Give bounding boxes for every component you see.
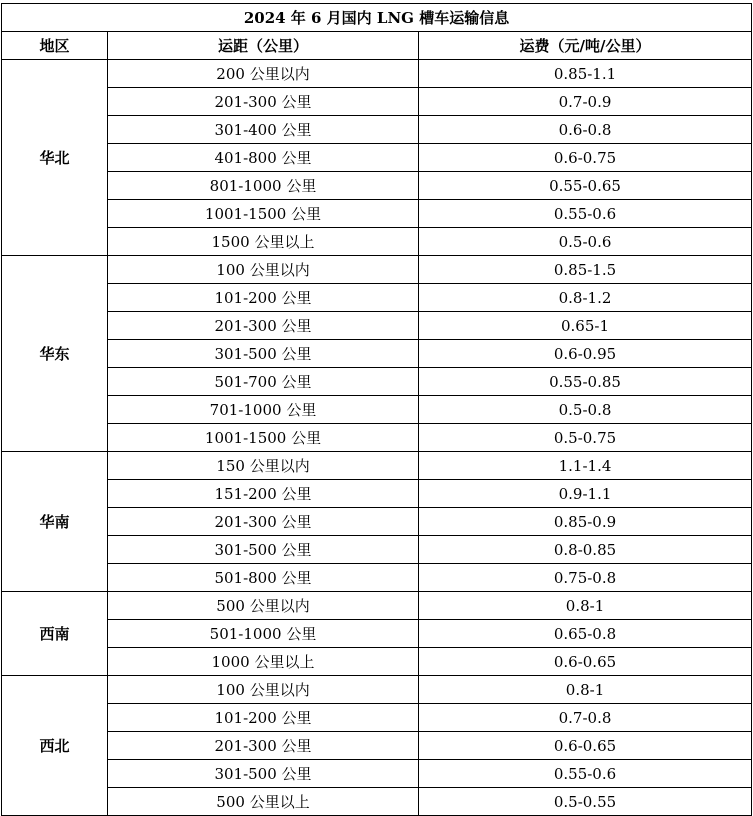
table-row — [2, 536, 752, 564]
fee-cell: 0.85-0.9 — [419, 508, 752, 536]
table-row — [2, 620, 752, 648]
fee-cell: 0.8-1 — [419, 592, 752, 620]
region-cell: 西北 — [2, 676, 108, 816]
fee-cell: 0.55-0.65 — [419, 172, 752, 200]
distance-cell: 1001-1500 公里 — [108, 424, 419, 452]
fee-cell: 0.8-1.2 — [419, 284, 752, 312]
table-row — [2, 340, 752, 368]
header-region: 地区 — [2, 32, 108, 60]
fee-cell: 0.75-0.8 — [419, 564, 752, 592]
distance-cell: 201-300 公里 — [108, 732, 419, 760]
distance-cell: 1001-1500 公里 — [108, 200, 419, 228]
fee-cell: 0.7-0.9 — [419, 88, 752, 116]
fee-cell: 0.85-1.5 — [419, 256, 752, 284]
fee-cell: 0.9-1.1 — [419, 480, 752, 508]
distance-cell: 501-1000 公里 — [108, 620, 419, 648]
distance-cell: 401-800 公里 — [108, 144, 419, 172]
table-row — [2, 452, 752, 480]
fee-cell: 0.5-0.55 — [419, 788, 752, 816]
table-row — [2, 88, 752, 116]
distance-cell: 201-300 公里 — [108, 88, 419, 116]
distance-cell: 1000 公里以上 — [108, 648, 419, 676]
table-row — [2, 592, 752, 620]
distance-cell: 301-500 公里 — [108, 340, 419, 368]
table-row — [2, 368, 752, 396]
table-row — [2, 284, 752, 312]
distance-cell: 100 公里以内 — [108, 676, 419, 704]
fee-cell: 0.55-0.85 — [419, 368, 752, 396]
fee-cell: 0.65-1 — [419, 312, 752, 340]
fee-cell: 0.65-0.8 — [419, 620, 752, 648]
table-row — [2, 508, 752, 536]
fee-cell: 0.6-0.8 — [419, 116, 752, 144]
header-row — [2, 32, 752, 60]
region-cell: 华北 — [2, 60, 108, 256]
table-row — [2, 60, 752, 88]
fee-cell: 0.85-1.1 — [419, 60, 752, 88]
table-body — [2, 4, 752, 816]
fee-cell: 0.5-0.8 — [419, 396, 752, 424]
distance-cell: 301-500 公里 — [108, 760, 419, 788]
fee-cell: 0.5-0.75 — [419, 424, 752, 452]
distance-cell: 201-300 公里 — [108, 312, 419, 340]
table-row — [2, 256, 752, 284]
fee-cell: 0.55-0.6 — [419, 200, 752, 228]
distance-cell: 500 公里以内 — [108, 592, 419, 620]
region-cell: 华南 — [2, 452, 108, 592]
table-row — [2, 424, 752, 452]
table-row — [2, 788, 752, 816]
header-fee: 运费（元/吨/公里） — [419, 32, 752, 60]
fee-cell: 0.8-0.85 — [419, 536, 752, 564]
table-row — [2, 144, 752, 172]
title-row — [2, 4, 752, 32]
table-row — [2, 312, 752, 340]
distance-cell: 101-200 公里 — [108, 284, 419, 312]
distance-cell: 301-400 公里 — [108, 116, 419, 144]
distance-cell: 101-200 公里 — [108, 704, 419, 732]
distance-cell: 1500 公里以上 — [108, 228, 419, 256]
table-row — [2, 172, 752, 200]
fee-cell: 0.6-0.75 — [419, 144, 752, 172]
fee-cell: 0.55-0.6 — [419, 760, 752, 788]
table-row — [2, 480, 752, 508]
table-title: 2024 年 6 月国内 LNG 槽车运输信息 — [2, 4, 752, 32]
distance-cell: 100 公里以内 — [108, 256, 419, 284]
header-distance: 运距（公里） — [108, 32, 419, 60]
distance-cell: 500 公里以上 — [108, 788, 419, 816]
table-row — [2, 116, 752, 144]
region-cell: 华东 — [2, 256, 108, 452]
fee-cell: 0.5-0.6 — [419, 228, 752, 256]
table-row — [2, 396, 752, 424]
distance-cell: 201-300 公里 — [108, 508, 419, 536]
distance-cell: 501-700 公里 — [108, 368, 419, 396]
table-row — [2, 228, 752, 256]
fee-cell: 0.6-0.95 — [419, 340, 752, 368]
distance-cell: 501-800 公里 — [108, 564, 419, 592]
fee-cell: 0.7-0.8 — [419, 704, 752, 732]
distance-cell: 151-200 公里 — [108, 480, 419, 508]
fee-cell: 0.6-0.65 — [419, 732, 752, 760]
distance-cell: 150 公里以内 — [108, 452, 419, 480]
table-row — [2, 760, 752, 788]
table-row — [2, 732, 752, 760]
table-row — [2, 704, 752, 732]
table-row — [2, 200, 752, 228]
distance-cell: 701-1000 公里 — [108, 396, 419, 424]
table-row — [2, 648, 752, 676]
distance-cell: 301-500 公里 — [108, 536, 419, 564]
region-cell: 西南 — [2, 592, 108, 676]
table-row — [2, 676, 752, 704]
fee-cell: 0.8-1 — [419, 676, 752, 704]
fee-cell: 0.6-0.65 — [419, 648, 752, 676]
lng-transport-table — [1, 3, 752, 816]
table-row — [2, 564, 752, 592]
distance-cell: 200 公里以内 — [108, 60, 419, 88]
fee-cell: 1.1-1.4 — [419, 452, 752, 480]
distance-cell: 801-1000 公里 — [108, 172, 419, 200]
